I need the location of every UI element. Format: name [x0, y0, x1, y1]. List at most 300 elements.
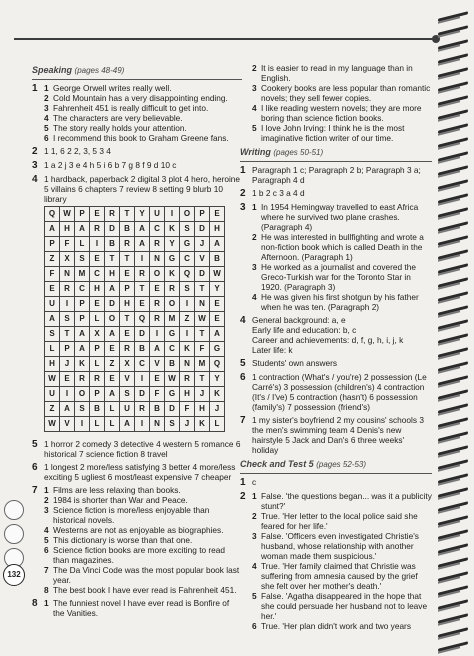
spiral-ring	[438, 40, 472, 50]
wordsearch-cell: C	[135, 357, 150, 372]
wordsearch-cell: Z	[105, 357, 120, 372]
writing-exercise-3	[240, 202, 432, 312]
item-text: The story really holds your attention.	[53, 123, 187, 133]
answer-item	[44, 535, 242, 545]
wordsearch-cell: R	[90, 372, 105, 387]
wordsearch-cell: K	[210, 387, 225, 402]
wordsearch-cell: T	[120, 252, 135, 267]
answer-item	[252, 232, 432, 262]
wordsearch-cell: B	[135, 342, 150, 357]
spiral-ring	[438, 166, 472, 176]
spiral-ring	[438, 558, 472, 568]
wordsearch-cell: O	[75, 387, 90, 402]
hole-punch-circle	[4, 500, 24, 520]
item-text: True. 'Her letter to the local police said she feared for her life.'	[261, 511, 418, 531]
item-number: 3	[44, 103, 49, 113]
exercise-answer-text: 1 hardback, paperback 2 digital 3 plot 4 hero, heroine 5 villains 6 chapters 7 review 8 setting 9 blurb 10 library	[44, 174, 241, 204]
exercise-answers	[252, 491, 432, 631]
spiral-ring	[438, 236, 472, 246]
spiral-ring	[438, 460, 472, 470]
exercise-number: 5	[32, 439, 38, 450]
exercise-answer-text: 1 longest 2 more/less satisfying 3 better 4 more/less exciting 5 ugliest 6 most/least expensive 7 cheaper	[44, 462, 236, 482]
exercise-answers	[252, 202, 432, 312]
exercise-answer-text: 1 a 2 j 3 e 4 h 5 i 6 b 7 g 8 f 9 d 10 c	[44, 160, 177, 170]
item-text: True. 'Her plan didn't work and two years	[261, 621, 411, 631]
exercise-answer-text: Paragraph 1 c; Paragraph 2 b; Paragraph 3 a; Paragraph 4 d	[252, 165, 421, 185]
wordsearch-cell: D	[195, 222, 210, 237]
wordsearch-cell: P	[75, 297, 90, 312]
item-text: In 1954 Hemingway travelled to east Africa where he survived two plane crashes. (Paragraph 4)	[261, 202, 419, 232]
wordsearch-cell: L	[105, 402, 120, 417]
exercise-answers	[44, 83, 242, 143]
item-number: 5	[44, 123, 49, 133]
wordsearch-cell: S	[75, 252, 90, 267]
wordsearch-cell: E	[120, 267, 135, 282]
wordsearch-cell: G	[165, 387, 180, 402]
margin-circles	[4, 500, 26, 572]
wordsearch-cell: I	[135, 252, 150, 267]
item-number: 3	[252, 262, 257, 272]
wordsearch-row	[45, 312, 225, 327]
answer-item	[44, 545, 242, 565]
wordsearch-cell: E	[150, 282, 165, 297]
item-number: 5	[44, 535, 49, 545]
item-number: 2	[252, 63, 257, 73]
exercise-number: 2	[240, 491, 246, 502]
item-number: 7	[44, 565, 49, 575]
spiral-binding	[432, 0, 474, 656]
item-number: 2	[252, 511, 257, 521]
item-number: 3	[252, 83, 257, 93]
spiral-ring	[438, 474, 472, 484]
wordsearch-row	[45, 282, 225, 297]
wordsearch-cell: H	[60, 222, 75, 237]
spiral-ring	[438, 600, 472, 610]
exercise-answer-text: 1 contraction (What's / you're) 2 possession (Le Carré's) 3 possession (children's) 4 contraction (It's / I've) 5 contraction (hasn't) 6 possession (family's) 7 possession (friend's)	[252, 372, 427, 412]
wordsearch-cell: R	[60, 282, 75, 297]
item-text: The Da Vinci Code was the most popular book last year.	[53, 565, 240, 585]
wordsearch-cell: E	[60, 372, 75, 387]
wordsearch-cell: A	[135, 237, 150, 252]
wordsearch-row	[45, 237, 225, 252]
answer-item	[44, 585, 242, 595]
wordsearch-cell: R	[135, 267, 150, 282]
exercise-number: 7	[32, 485, 38, 496]
item-number: 4	[44, 525, 49, 535]
left-column	[32, 65, 242, 621]
wordsearch-cell: P	[45, 237, 60, 252]
speaking-exercise-4	[32, 174, 242, 436]
exercise-number: 6	[240, 372, 246, 383]
wordsearch-cell: V	[195, 252, 210, 267]
item-number: 3	[252, 531, 257, 541]
spiral-ring	[438, 264, 472, 274]
exercise-number: 6	[32, 462, 38, 473]
spiral-ring	[438, 222, 472, 232]
wordsearch-cell: K	[75, 357, 90, 372]
hole-punch-circle	[4, 524, 24, 544]
exercise-answer-text: 1 b 2 c 3 a 4 d	[252, 188, 305, 198]
wordsearch-cell: N	[195, 297, 210, 312]
wordsearch-cell: Q	[45, 207, 60, 222]
wordsearch-cell: S	[45, 327, 60, 342]
spiral-ring	[438, 642, 472, 652]
writing-heading	[240, 147, 432, 158]
wordsearch-cell: U	[45, 387, 60, 402]
item-text: Westerns are not as enjoyable as biographies.	[53, 525, 224, 535]
answer-item	[252, 531, 432, 561]
wordsearch-cell: K	[180, 342, 195, 357]
wordsearch-cell: H	[45, 357, 60, 372]
exercise-number: 2	[32, 146, 38, 157]
section-title: Speaking	[32, 65, 73, 75]
answer-item	[44, 133, 242, 143]
section-rule	[32, 79, 242, 80]
exercise-answers	[44, 598, 242, 618]
item-text: False. 'the questions began... was it a publicity stunt?'	[261, 491, 432, 511]
wordsearch-cell: R	[90, 222, 105, 237]
wordsearch-cell: S	[180, 282, 195, 297]
wordsearch-cell: O	[105, 312, 120, 327]
wordsearch-cell: B	[105, 237, 120, 252]
spiral-ring	[438, 138, 472, 148]
wordsearch-row	[45, 252, 225, 267]
spiral-ring	[438, 432, 472, 442]
wordsearch-cell: F	[195, 342, 210, 357]
wordsearch-cell: E	[135, 297, 150, 312]
spiral-ring	[438, 628, 472, 638]
item-number: 1	[252, 491, 257, 501]
wordsearch-cell: U	[120, 402, 135, 417]
wordsearch-cell: R	[180, 372, 195, 387]
wordsearch-cell: L	[90, 357, 105, 372]
spiral-ring	[438, 376, 472, 386]
wordsearch-cell: K	[195, 417, 210, 432]
wordsearch-cell: T	[135, 282, 150, 297]
wordsearch-cell: D	[135, 387, 150, 402]
section-pages: (pages 52-53)	[316, 460, 367, 469]
wordsearch-cell: E	[210, 207, 225, 222]
wordsearch-cell: P	[195, 207, 210, 222]
wordsearch-cell: S	[120, 387, 135, 402]
wordsearch-row	[45, 327, 225, 342]
writing-exercise-2	[240, 188, 432, 199]
wordsearch-cell: X	[60, 252, 75, 267]
answer-item	[252, 123, 432, 143]
wordsearch-cell: W	[195, 312, 210, 327]
wordsearch-cell: B	[165, 357, 180, 372]
spiral-ring	[438, 96, 472, 106]
wordsearch-cell: S	[75, 402, 90, 417]
wordsearch-cell: P	[75, 207, 90, 222]
wordsearch-cell: I	[75, 417, 90, 432]
item-text: Cookery books are less popular than romantic novels; they sell fewer copies.	[261, 83, 431, 103]
exercise-answers	[252, 315, 432, 355]
wordsearch-cell: A	[210, 237, 225, 252]
wordsearch-cell: N	[150, 252, 165, 267]
wordsearch-cell: O	[180, 207, 195, 222]
wordsearch-cell: L	[90, 417, 105, 432]
spiral-ring	[438, 110, 472, 120]
wordsearch-cell: R	[120, 342, 135, 357]
wordsearch-cell: I	[135, 372, 150, 387]
section-pages: (pages 50-51)	[273, 148, 324, 157]
page-number: 132	[3, 564, 25, 586]
spiral-ring	[438, 152, 472, 162]
spiral-ring	[438, 572, 472, 582]
item-text: False. 'Agatha disappeared in the hope that she could persuade her husband not to leave her.'	[261, 591, 428, 621]
wordsearch-row	[45, 372, 225, 387]
wordsearch-cell: H	[120, 297, 135, 312]
speaking-exercise-3	[32, 160, 242, 171]
wordsearch-cell: A	[120, 417, 135, 432]
item-text: He was interested in bullfighting and wrote a non-fiction book which is called Death in the Afternoon. (Paragraph 1)	[261, 232, 424, 262]
wordsearch-cell: I	[60, 387, 75, 402]
spiral-ring	[438, 586, 472, 596]
wordsearch-cell: T	[195, 282, 210, 297]
item-text: He worked as a journalist and covered the Greco-Turkish war for the Toronto Star in 1920. (Paragraph 3)	[261, 262, 416, 292]
wordsearch-row	[45, 267, 225, 282]
wordsearch-cell: F	[180, 402, 195, 417]
wordsearch-cell: O	[150, 267, 165, 282]
section-title: Writing	[240, 147, 271, 157]
wordsearch-cell: J	[60, 357, 75, 372]
wordsearch-cell: T	[195, 327, 210, 342]
wordsearch-cell: L	[90, 312, 105, 327]
wordsearch-cell: J	[180, 417, 195, 432]
wordsearch-cell: G	[210, 342, 225, 357]
wordsearch-row	[45, 402, 225, 417]
item-number: 2	[44, 93, 49, 103]
item-number: 1	[252, 202, 257, 212]
answer-item	[252, 561, 432, 591]
answer-item	[44, 123, 242, 133]
wordsearch-cell: Q	[135, 312, 150, 327]
wordsearch-cell: E	[45, 282, 60, 297]
wordsearch-row	[45, 207, 225, 222]
item-number: 4	[252, 103, 257, 113]
item-number: 4	[44, 113, 49, 123]
speaking-exercise-8	[32, 598, 242, 618]
wordsearch-cell: A	[75, 222, 90, 237]
wordsearch-cell: D	[105, 297, 120, 312]
spiral-ring	[438, 418, 472, 428]
answer-item	[252, 83, 432, 103]
wordsearch-cell: Z	[45, 402, 60, 417]
item-text: Fahrenheit 451 is really difficult to get into.	[53, 103, 209, 113]
wordsearch-cell: H	[180, 387, 195, 402]
spiral-ring	[438, 306, 472, 316]
wordsearch-cell: I	[60, 297, 75, 312]
wordsearch-cell: O	[165, 297, 180, 312]
item-number: 6	[252, 621, 257, 631]
answer-item	[252, 262, 432, 292]
item-text: Science fiction is more/less enjoyable than historical novels.	[53, 505, 210, 525]
section-title: Check and Test 5	[240, 459, 314, 469]
item-text: 1984 is shorter than War and Peace.	[53, 495, 188, 505]
answer-item	[44, 598, 242, 618]
wordsearch-cell: X	[90, 327, 105, 342]
speaking-exercise-6	[32, 462, 242, 482]
wordsearch-cell: P	[90, 387, 105, 402]
answer-item	[252, 511, 432, 531]
wordsearch-cell: A	[105, 387, 120, 402]
exercise-answer-text: 1 my sister's boyfriend 2 my cousins' schools 3 the men's swimming team 4 Denis's new hairstyle 5 Jack and Dan's 6 three weeks' holiday	[252, 415, 424, 455]
wordsearch-cell: P	[120, 282, 135, 297]
wordsearch-cell: C	[180, 252, 195, 267]
wordsearch-cell: E	[105, 342, 120, 357]
exercise-number: 8	[32, 598, 38, 609]
wordsearch-cell: D	[135, 327, 150, 342]
wordsearch-cell: R	[165, 282, 180, 297]
spiral-ring	[438, 292, 472, 302]
item-text: Films are less relaxing than books.	[53, 485, 181, 495]
item-number: 4	[252, 292, 257, 302]
item-number: 1	[44, 485, 49, 495]
wordsearch-cell: Y	[135, 207, 150, 222]
wordsearch-cell: R	[150, 297, 165, 312]
exercise-answer-text: Students' own answers	[252, 358, 338, 368]
spiral-ring	[438, 194, 472, 204]
right-column	[240, 63, 432, 634]
wordsearch-cell: L	[45, 342, 60, 357]
exercise-answer-text: c	[252, 477, 257, 487]
exercise-number: 4	[32, 174, 38, 185]
answer-item	[252, 591, 432, 621]
wordsearch-cell: I	[165, 207, 180, 222]
wordsearch-cell: D	[105, 222, 120, 237]
answer-item	[44, 103, 242, 113]
wordsearch-cell: W	[45, 372, 60, 387]
item-text: False. 'Officers even investigated Christie's husband, whose relationship with another woman made them suspicious.'	[261, 531, 419, 561]
spiral-ring	[438, 362, 472, 372]
wordsearch-cell: E	[120, 327, 135, 342]
spiral-ring	[438, 278, 472, 288]
wordsearch-cell: A	[135, 222, 150, 237]
wordsearch-cell: U	[45, 297, 60, 312]
spiral-ring	[438, 54, 472, 64]
wordsearch-cell: T	[120, 312, 135, 327]
speaking-exercise-7	[32, 485, 242, 595]
item-text: The funniest novel I have ever read is Bonfire of the Vanities.	[53, 598, 230, 618]
exercise-answer-text: 1 1, 6 2 2, 3, 5 3 4	[44, 146, 111, 156]
exercise-answer-text: 1 horror 2 comedy 3 detective 4 western 5 romance 6 historical 7 science fiction 8 travel	[44, 439, 241, 459]
exercise-answers	[44, 485, 242, 595]
wordsearch-cell: I	[90, 237, 105, 252]
speaking-exercise-2	[32, 146, 242, 157]
writing-exercise-4	[240, 315, 432, 355]
spiral-ring	[438, 390, 472, 400]
wordsearch-cell: V	[120, 372, 135, 387]
answer-item	[44, 505, 242, 525]
item-text: He was given his first shotgun by his father when he was ten. (Paragraph 2)	[261, 292, 419, 312]
item-number: 5	[252, 591, 257, 601]
wordsearch-cell: L	[105, 417, 120, 432]
spiral-ring	[438, 530, 472, 540]
answer-item	[44, 525, 242, 535]
wordsearch-cell: T	[60, 327, 75, 342]
wordsearch-row	[45, 222, 225, 237]
wordsearch-row	[45, 357, 225, 372]
exercise-number: 4	[240, 315, 246, 326]
item-text: I love John Irving: I think he is the most imaginative fiction writer of our time.	[261, 123, 405, 143]
answer-line: Career and achievements: d, f, g, h, i, j, k	[252, 335, 404, 345]
answer-item	[44, 565, 242, 585]
wordsearch-cell: F	[45, 267, 60, 282]
wordsearch-cell: R	[135, 402, 150, 417]
wordsearch-cell: E	[210, 297, 225, 312]
wordsearch-cell: Z	[180, 312, 195, 327]
item-text: True. 'Her family claimed that Christie was suffering from amnesia caused by the grief she felt over her mother's death.'	[261, 561, 418, 591]
spiral-ring	[438, 320, 472, 330]
wordsearch-cell: U	[150, 207, 165, 222]
wordsearch-cell: A	[60, 402, 75, 417]
wordsearch-cell: C	[165, 342, 180, 357]
item-number: 6	[44, 545, 49, 555]
answer-item	[252, 103, 432, 123]
wordsearch-cell: E	[90, 207, 105, 222]
wordsearch-cell: Z	[45, 252, 60, 267]
item-number: 1	[44, 598, 49, 608]
answer-item	[252, 491, 432, 511]
section-rule	[240, 161, 432, 162]
wordsearch-cell: W	[210, 267, 225, 282]
wordsearch-cell: B	[120, 222, 135, 237]
spiral-ring	[438, 544, 472, 554]
wordsearch-cell: A	[210, 327, 225, 342]
wordsearch-cell: W	[45, 417, 60, 432]
speaking-heading	[32, 65, 242, 76]
check-test-heading	[240, 459, 432, 470]
wordsearch-cell: M	[165, 312, 180, 327]
exercise-number: 1	[240, 165, 246, 176]
spiral-ring	[438, 404, 472, 414]
wordsearch-cell: H	[105, 267, 120, 282]
answer-item	[252, 63, 432, 83]
wordsearch-cell: Y	[210, 282, 225, 297]
wordsearch-row	[45, 417, 225, 432]
wordsearch-cell: C	[150, 222, 165, 237]
spiral-ring	[438, 446, 472, 456]
item-number: 8	[44, 585, 49, 595]
item-number: 6	[44, 133, 49, 143]
wordsearch-cell: W	[60, 207, 75, 222]
answer-item	[44, 485, 242, 495]
wordsearch-cell: N	[150, 417, 165, 432]
exercise-number: 2	[240, 188, 246, 199]
wordsearch-cell: A	[150, 342, 165, 357]
exercise-number: 1	[32, 83, 38, 94]
exercise-4-body	[44, 174, 242, 436]
spiral-ring	[438, 180, 472, 190]
spiral-ring	[438, 334, 472, 344]
item-text: I recommend this book to Graham Greene fans.	[53, 133, 229, 143]
item-number: 2	[44, 495, 49, 505]
wordsearch-cell: P	[90, 342, 105, 357]
wordsearch-row	[45, 297, 225, 312]
spiral-ring	[438, 82, 472, 92]
answer-item	[44, 93, 242, 103]
wordsearch-cell: P	[60, 342, 75, 357]
wordsearch-cell: Q	[180, 267, 195, 282]
answer-item	[44, 495, 242, 505]
wordsearch-cell: M	[195, 357, 210, 372]
wordsearch-cell: E	[105, 372, 120, 387]
wordsearch-cell: L	[75, 237, 90, 252]
wordsearch-cell: Q	[210, 357, 225, 372]
wordsearch-cell: H	[195, 402, 210, 417]
writing-exercise-1	[240, 165, 432, 185]
